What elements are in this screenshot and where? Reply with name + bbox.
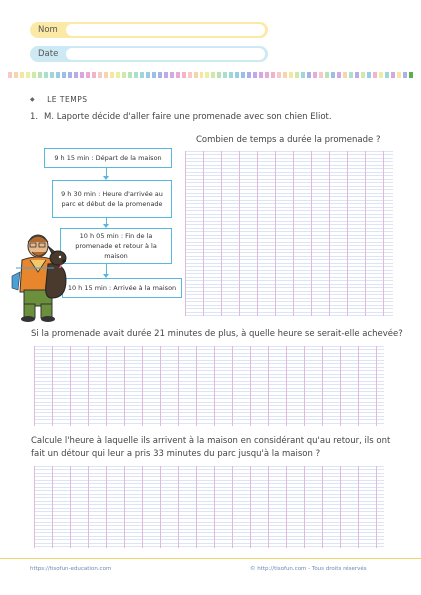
color-strip-segment — [355, 72, 359, 78]
color-strip-segment — [92, 72, 96, 78]
color-strip-segment — [295, 72, 299, 78]
date-input[interactable] — [66, 48, 265, 60]
color-strip-segment — [176, 72, 180, 78]
flow-step-2: 9 h 30 min : Heure d'arrivée au parc et début de la promenade — [52, 180, 172, 218]
color-strip-segment — [385, 72, 389, 78]
answer-grid-2[interactable] — [34, 346, 384, 426]
color-strip-segment — [337, 72, 341, 78]
color-strip-segment — [241, 72, 245, 78]
color-strip-segment — [200, 72, 204, 78]
color-strip-segment — [265, 72, 269, 78]
color-strip-segment — [367, 72, 371, 78]
color-strip-segment — [259, 72, 263, 78]
section-heading — [30, 95, 88, 104]
color-strip-segment — [409, 72, 413, 78]
flow-arrow-icon — [106, 218, 107, 224]
color-strip-segment — [283, 72, 287, 78]
answer-grid-1[interactable] — [185, 151, 393, 316]
color-strip-segment — [44, 72, 48, 78]
color-strip-segment — [98, 72, 102, 78]
color-strip-segment — [194, 72, 198, 78]
color-strip-segment — [164, 72, 168, 78]
color-strip-segment — [152, 72, 156, 78]
color-strip-segment — [26, 72, 30, 78]
color-strip-segment — [122, 72, 126, 78]
color-strip-segment — [170, 72, 174, 78]
color-strip-segment — [289, 72, 293, 78]
color-strip-segment — [313, 72, 317, 78]
color-strip-segment — [68, 72, 72, 78]
color-strip-segment — [134, 72, 138, 78]
duration-question: Combien de temps a durée la promenade ? — [196, 135, 381, 145]
color-strip-segment — [253, 72, 257, 78]
color-strip-segment — [325, 72, 329, 78]
color-strip-segment — [158, 72, 162, 78]
nom-input[interactable] — [66, 24, 265, 36]
color-strip-segment — [235, 72, 239, 78]
man-with-dog-illustration — [8, 228, 70, 323]
color-strip-segment — [379, 72, 383, 78]
color-strip-segment — [62, 72, 66, 78]
color-strip-segment — [373, 72, 377, 78]
date-field[interactable] — [30, 46, 268, 62]
question-2: Si la promenade avait durée 21 minutes de plus, à quelle heure se serait-elle achevée? — [31, 329, 403, 339]
answer-grid-3[interactable] — [34, 466, 384, 548]
section-title: LE TEMPS — [47, 95, 88, 104]
color-strip-segment — [80, 72, 84, 78]
color-strip-segment — [14, 72, 18, 78]
color-strip-segment — [247, 72, 251, 78]
color-strip-segment — [128, 72, 132, 78]
color-strip-segment — [349, 72, 353, 78]
color-strip-segment — [211, 72, 215, 78]
color-strip-segment — [319, 72, 323, 78]
color-strip-segment — [391, 72, 395, 78]
diamond-bullet-icon: ◆ — [30, 96, 36, 103]
color-strip-segment — [110, 72, 114, 78]
footer-divider — [0, 558, 421, 559]
color-strip-segment — [271, 72, 275, 78]
flow-step-3: 10 h 05 min : Fin de la promenade et retour à la maison — [60, 228, 172, 264]
date-label: Date — [38, 49, 59, 59]
color-strip-segment — [32, 72, 36, 78]
color-strip-segment — [361, 72, 365, 78]
color-strip-segment — [331, 72, 335, 78]
color-strip-segment — [104, 72, 108, 78]
color-strip-segment — [223, 72, 227, 78]
color-strip-segment — [50, 72, 54, 78]
color-strip-segment — [116, 72, 120, 78]
color-strip-segment — [397, 72, 401, 78]
color-strip-segment — [217, 72, 221, 78]
question-number: 1. — [30, 112, 39, 122]
color-strip-segment — [20, 72, 24, 78]
footer-link-education[interactable]: https://tisofun-education.com — [30, 566, 112, 572]
color-strip-segment — [301, 72, 305, 78]
color-strip-segment — [86, 72, 90, 78]
nom-label: Nom — [38, 25, 58, 35]
color-strip-segment — [307, 72, 311, 78]
color-strip-segment — [343, 72, 347, 78]
color-strip-segment — [8, 72, 12, 78]
color-strip-segment — [182, 72, 186, 78]
color-strip-segment — [38, 72, 42, 78]
color-strip-segment — [188, 72, 192, 78]
footer-copyright[interactable]: © http://tisofun.com - Tous droits réservés — [250, 566, 367, 572]
question-1 — [30, 112, 332, 122]
color-strip-segment — [140, 72, 144, 78]
question-3: Calcule l'heure à laquelle ils arrivent à la maison en considérant qu'au retour, ils ont fait un détour qui leur a pris 33 minutes du parc jusqu'à la maison ? — [31, 436, 391, 459]
color-strip-segment — [146, 72, 150, 78]
nom-field[interactable] — [30, 22, 268, 38]
flow-arrow-icon — [106, 264, 107, 274]
color-strip-segment — [277, 72, 281, 78]
flow-arrow-icon — [106, 168, 107, 176]
color-strip-divider — [8, 72, 413, 78]
color-strip-segment — [56, 72, 60, 78]
flow-step-1: 9 h 15 min : Départ de la maison — [44, 148, 172, 168]
color-strip-segment — [229, 72, 233, 78]
color-strip-segment — [74, 72, 78, 78]
flow-step-4: 10 h 15 min : Arrivée à la maison — [62, 278, 182, 298]
color-strip-segment — [403, 72, 407, 78]
color-strip-segment — [205, 72, 209, 78]
question-1-text: M. Laporte décide d'aller faire une promenade avec son chien Eliot. — [44, 112, 332, 122]
